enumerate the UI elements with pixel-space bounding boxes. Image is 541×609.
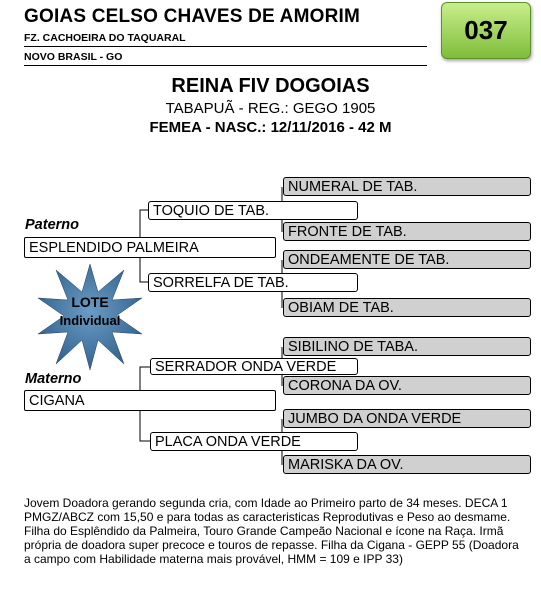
great-grandparent-ddd: MARISKA DA OV.: [283, 455, 531, 474]
great-grandparent-sds: ONDEAMENTE DE TAB.: [283, 250, 531, 269]
animal-sex-birth: FEMEA - NASC.: 12/11/2016 - 42 M: [149, 119, 392, 136]
lote-individual-label: Individual: [59, 313, 121, 328]
great-grandparent-sdd: OBIAM DE TAB.: [283, 298, 531, 317]
sire-name: ESPLENDIDO PALMEIRA: [24, 237, 276, 258]
lot-number-badge: 037: [441, 2, 531, 59]
maternal-granddam: PLACA ONDA VERDE: [150, 432, 358, 451]
great-grandparent-dds: JUMBO DA ONDA VERDE: [283, 409, 531, 428]
dam-name: CIGANA: [24, 390, 276, 411]
maternal-grandsire: SERRADOR ONDA VERDE: [150, 358, 358, 375]
animal-description: Jovem Doadora gerando segunda cria, com Idade ao Primeiro parto de 34 meses. DECA 1 PMGZ/ABCZ com 15,50 e para todas as caracteristicas Reprodutivas e Peso ao desmame. Filha do Esplêndido da Palmeira, Touro Grande Campeão Nacional e ícone na Raça. Irmã própria de doadora super precoce e touros de repasse. Filha da Cigana - GEPP 55 (Doadora a campo com Habilidade materna mais provável, HMM = 109 e IPP 33): [24, 496, 519, 566]
lote-label: LOTE: [71, 294, 109, 310]
great-grandparent-ssd: FRONTE DE TAB.: [283, 222, 531, 241]
animal-name: REINA FIV DOGOIAS: [171, 75, 370, 97]
farm-owner: GOIAS CELSO CHAVES DE AMORIM: [24, 6, 361, 27]
great-grandparent-dsd: CORONA DA OV.: [283, 376, 531, 395]
paternal-granddam: SORRELFA DE TAB.: [148, 273, 358, 292]
maternal-label: Materno: [25, 371, 82, 387]
farm-name: FZ. CACHOEIRA DO TAQUARAL: [24, 32, 186, 44]
paternal-grandsire: TOQUIO DE TAB.: [148, 201, 358, 220]
great-grandparent-dss: SIBILINO DE TABA.: [283, 337, 531, 356]
great-grandparent-sss: NUMERAL DE TAB.: [283, 177, 531, 196]
animal-registration: TABAPUÃ - REG.: GEGO 1905: [165, 100, 376, 117]
paternal-label: Paterno: [25, 217, 79, 233]
farm-location: NOVO BRASIL - GO: [24, 51, 123, 63]
